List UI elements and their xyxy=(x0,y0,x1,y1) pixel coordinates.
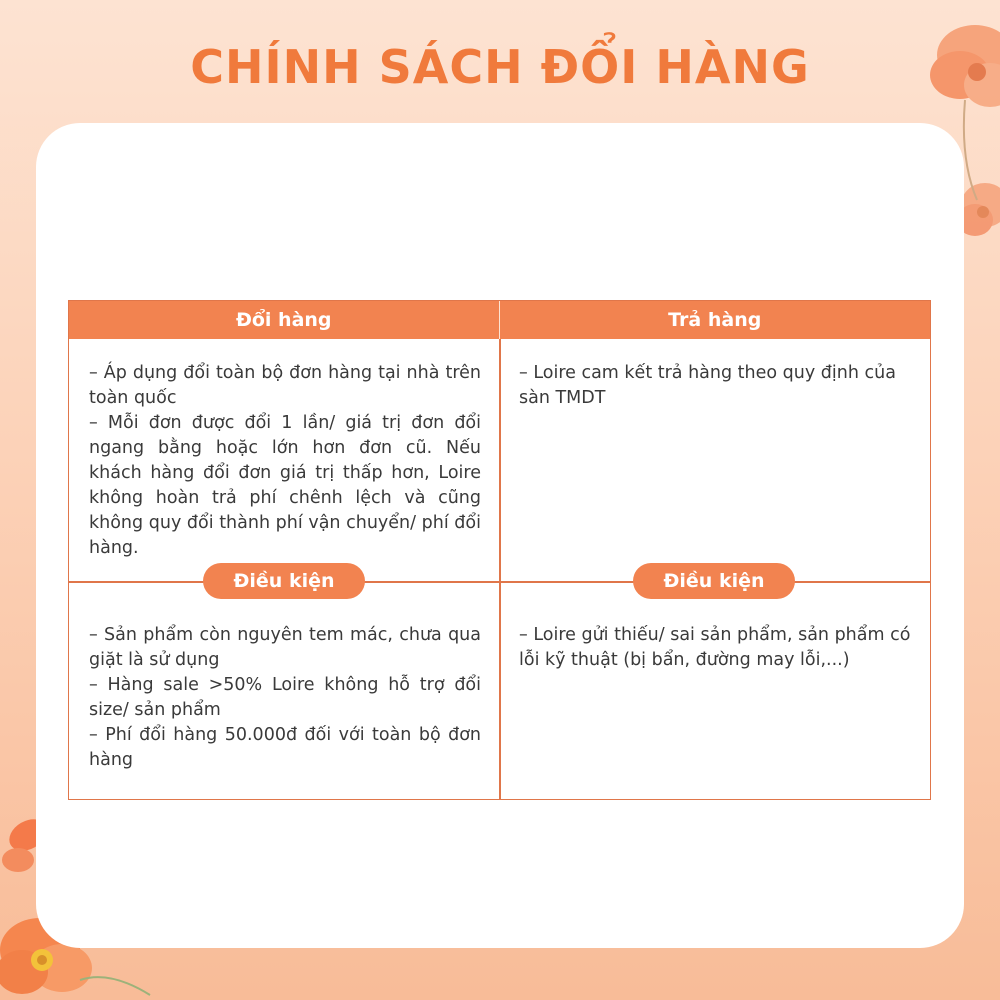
list-item: – Hàng sale >50% Loire không hỗ trợ đổi size/ sản phẩm xyxy=(89,675,481,720)
list-item: – Loire cam kết trả hàng theo quy định của sàn TMDT xyxy=(519,363,896,408)
list-item: – Sản phẩm còn nguyên tem mác, chưa qua giặt là sử dụng xyxy=(89,625,481,670)
return-conditions-text xyxy=(519,623,914,673)
header-exchange: Đổi hàng xyxy=(69,301,500,339)
condition-label-return: Điều kiện xyxy=(633,563,795,599)
list-item: – Mỗi đơn được đổi 1 lần/ giá trị đơn đổi ngang bằng hoặc lớn hơn đơn cũ. Nếu khách hàng đổi đơn giá trị thấp hơn, Loire không hoàn trả phí chênh lệch và cũng không quy đổi thành phí vận chuyển/ phí đổi hàng. xyxy=(89,413,481,558)
header-return: Trả hàng xyxy=(668,309,762,331)
table-header-row xyxy=(69,301,930,339)
page-title: CHÍNH SÁCH ĐỔI HÀNG xyxy=(190,40,810,94)
list-item: – Loire gửi thiếu/ sai sản phẩm, sản phẩm có lỗi kỹ thuật (bị bẩn, đường may lỗi,...) xyxy=(519,625,911,670)
return-policy-text xyxy=(519,361,914,411)
column-divider xyxy=(499,339,501,799)
condition-label-exchange: Điều kiện xyxy=(203,563,365,599)
exchange-policy-text xyxy=(89,361,481,561)
list-item: – Phí đổi hàng 50.000đ đối với toàn bộ đơn hàng xyxy=(89,725,481,770)
row-divider xyxy=(69,581,930,583)
list-item: – Áp dụng đổi toàn bộ đơn hàng tại nhà trên toàn quốc xyxy=(89,363,481,408)
exchange-conditions-text xyxy=(89,623,481,773)
policy-table xyxy=(68,300,931,800)
